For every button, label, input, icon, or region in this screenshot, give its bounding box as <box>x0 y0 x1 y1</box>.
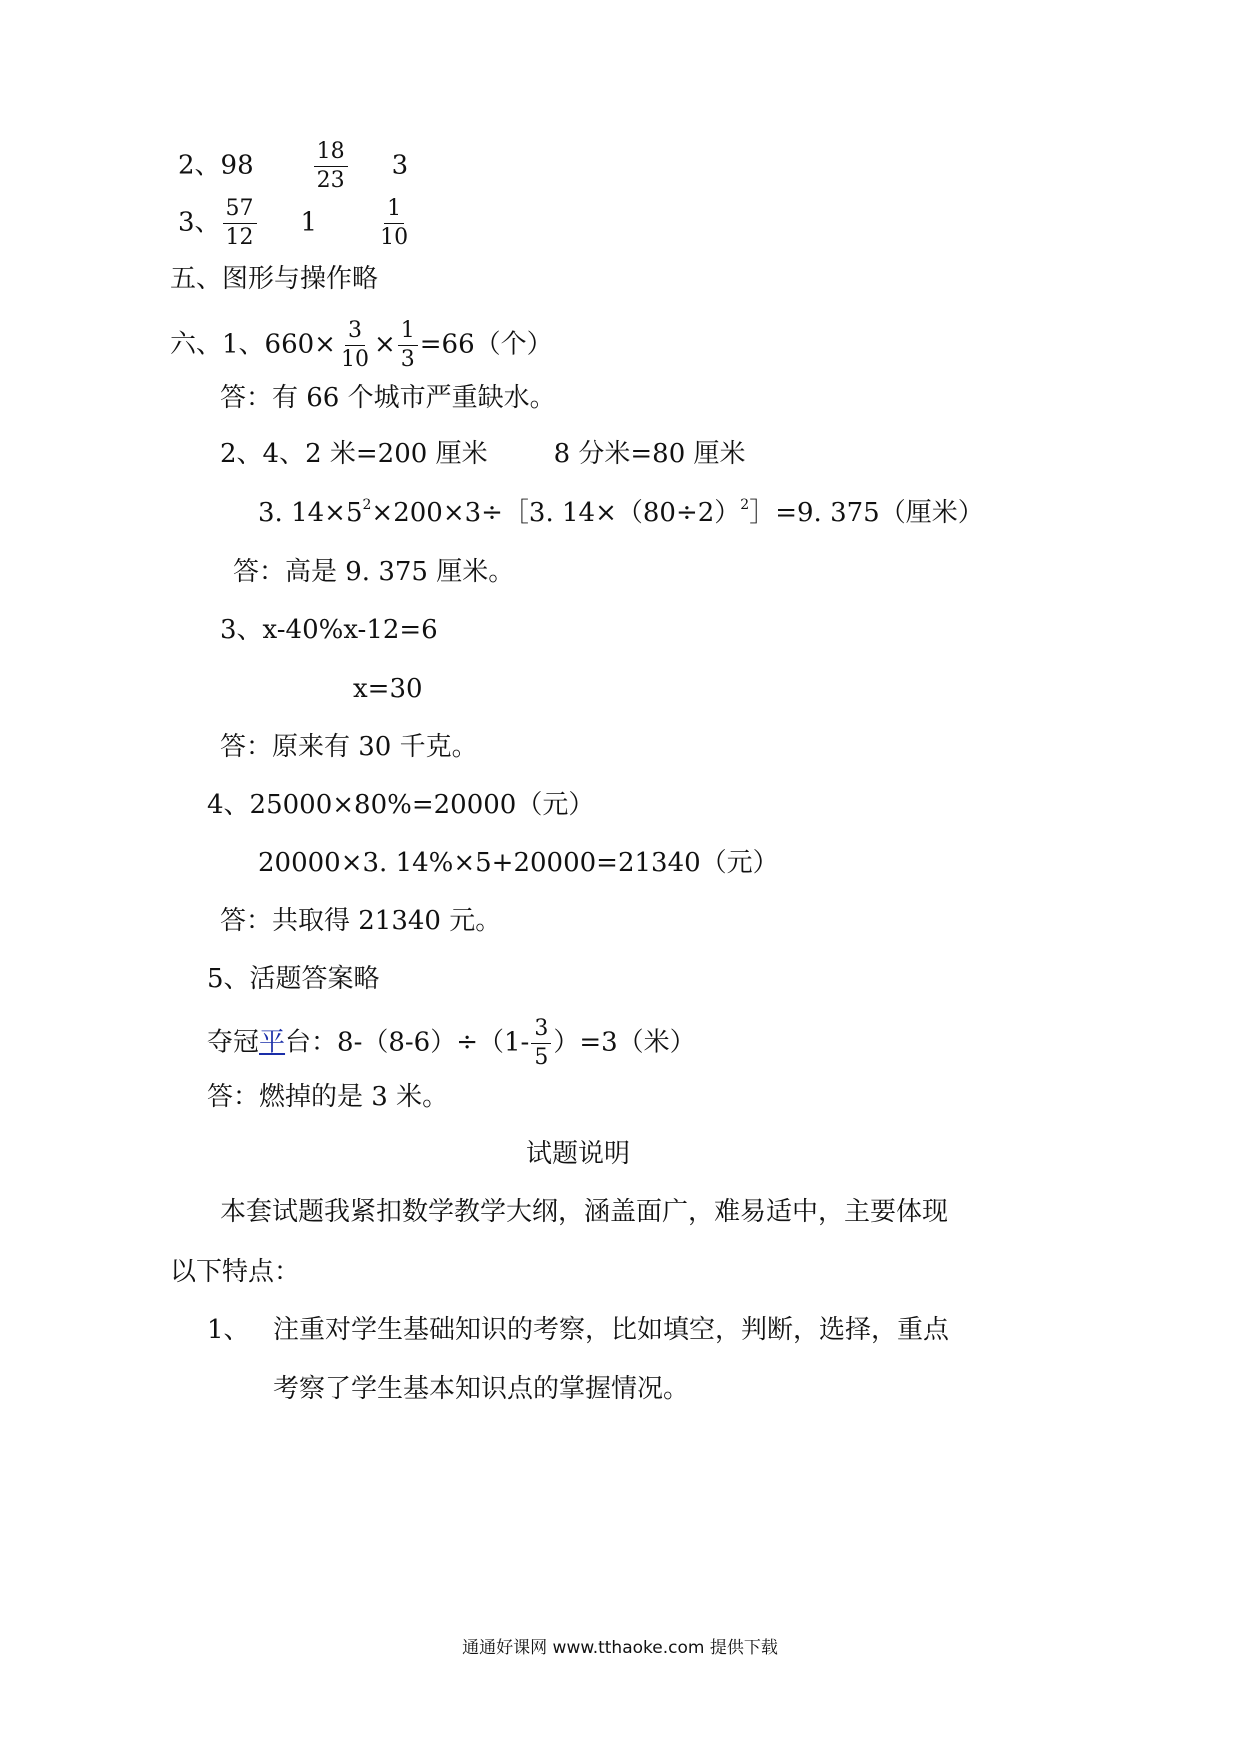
q5: 5、活题答案略 <box>207 964 380 994</box>
answer-line-2: 2、98 $\frac{18}{23}$ 3 <box>178 139 409 193</box>
explanation-item-1-line-1: 注重对学生基础知识的考察，比如填空，判断，选择，重点 <box>273 1315 950 1345</box>
explanation-intro-1: 本套试题我紧扣数学教学大纲，涵盖面广，难易适中，主要体现 <box>220 1197 949 1227</box>
answer-4: 答：共取得 21340 元。 <box>220 906 502 936</box>
answer-3: 答：原来有 30 千克。 <box>220 732 478 762</box>
q3-line1: 3、x-40%x-12=6 <box>220 615 438 645</box>
answer-line-3: 3、 $\frac{57}{12}$ 1 $\frac{1}{10}$ <box>178 196 413 251</box>
explanation-item-1-line-2: 考察了学生基本知识点的掌握情况。 <box>273 1374 690 1404</box>
explanation-intro-2: 以下特点： <box>170 1257 301 1287</box>
answer-2: 答：高是 9. 375 厘米。 <box>233 557 515 587</box>
answer-5: 答：燃掉的是 3 米。 <box>207 1082 449 1112</box>
q2-formula: 3. $14\times 5^2\times 200\times 3\div[3$. $14\times(80\div 2)^2]=9$. 375（厘米） <box>258 497 984 528</box>
fraction: $\frac{57}{12}$ <box>223 196 257 251</box>
section-6-q1: 六、1、660× $\frac{3}{10}$ × $\frac{1}{3}$ =66（个） <box>170 318 553 372</box>
page-footer: 通通好课网 www.tthaoke.com 提供下载 <box>462 1638 778 1658</box>
q4-line2: 20000×3. 14%×5+20000=21340（元） <box>258 848 779 878</box>
link-ping[interactable]: 平 <box>259 1027 286 1058</box>
champion-platform-line: 夺冠平台：8-（8-6）÷（1- $\frac{3}{5}$ ）=3（米） <box>207 1016 696 1070</box>
explanation-title: 试题说明 <box>526 1139 631 1169</box>
q3-line2: x=30 <box>353 674 423 704</box>
fraction: $\frac{3}{5}$ <box>531 1016 551 1071</box>
q4-line1: 4、25000×80%=20000（元） <box>207 790 595 820</box>
explanation-item-1-number: 1、 <box>207 1315 250 1345</box>
section-5: 五、图形与操作略 <box>170 264 379 294</box>
q2-line1: 2、4、2 米=200 厘米 8 分米=80 厘米 <box>220 439 746 469</box>
fraction: $\frac{3}{10}$ <box>340 318 369 372</box>
fraction: $\frac{18}{23}$ <box>314 139 348 194</box>
answer-1: 答：有 66 个城市严重缺水。 <box>220 383 556 413</box>
fraction: $\frac{1}{10}$ <box>380 196 409 250</box>
fraction: $\frac{1}{3}$ <box>398 318 418 373</box>
